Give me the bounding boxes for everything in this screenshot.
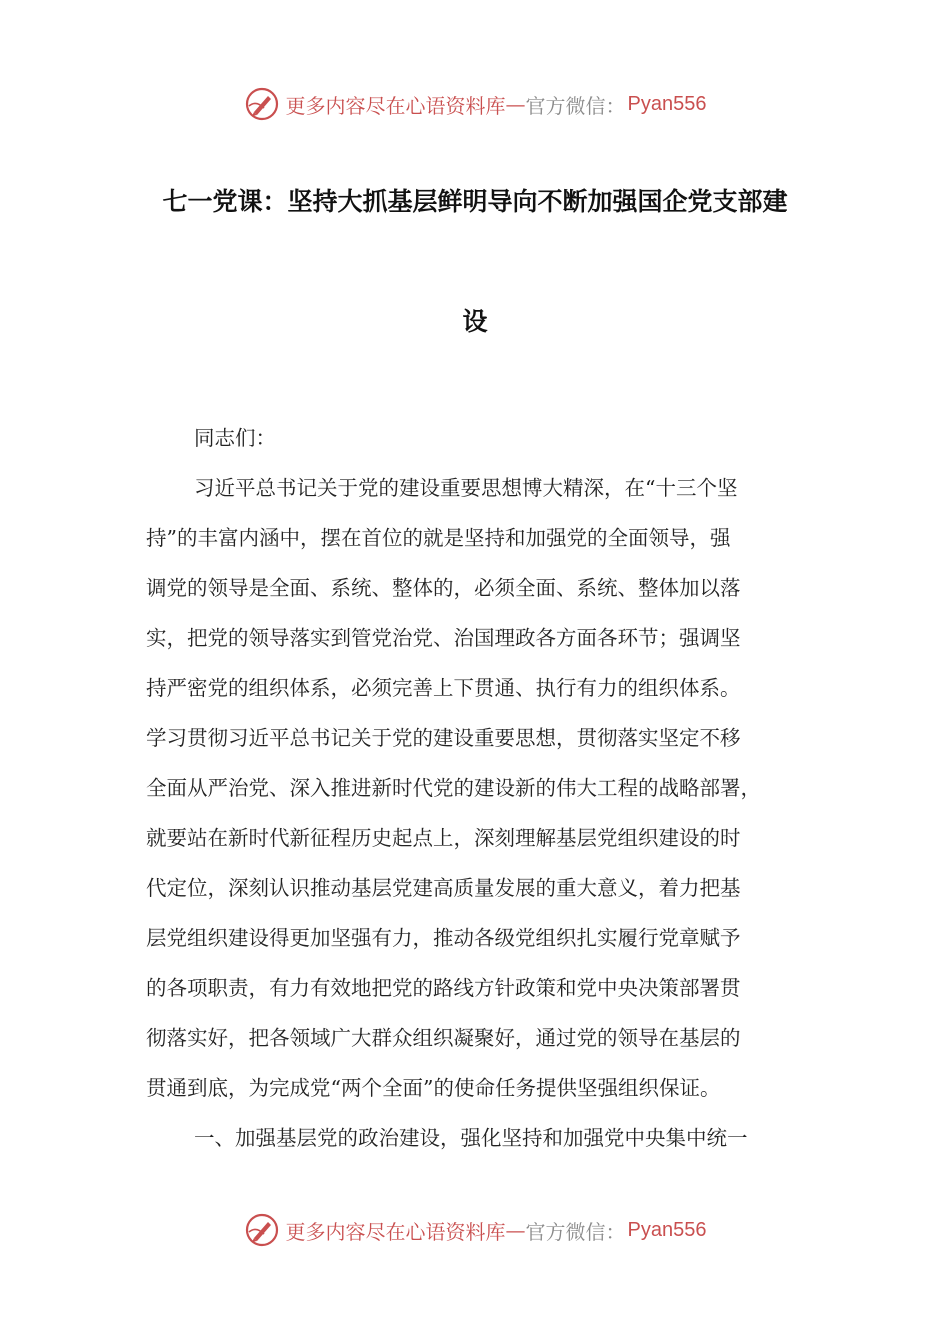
document-title-line2: 设	[462, 307, 488, 336]
document-title-line1: 七一党课：坚持大抓基层鲜明导向不断加强国企党支部建	[162, 187, 788, 216]
body-line: 全面从严治党、深入推进新时代党的建设新的伟大工程的战略部署，	[146, 776, 761, 800]
body-line: 持严密党的组织体系，必须完善上下贯通、执行有力的组织体系。	[146, 676, 741, 700]
watermark-dash: —	[505, 92, 526, 116]
body-line: 层党组织建设得更加坚强有力，推动各级党组织扎实履行党章赋予	[146, 926, 741, 950]
body-line: 持”的丰富内涵中，摆在首位的就是坚持和加强党的全面领导，强	[146, 526, 731, 550]
watermark-main-text: 更多内容尽在心语资料库	[285, 1219, 506, 1244]
watermark-dash: —	[505, 1218, 526, 1242]
body-line: 代定位，深刻认识推动基层党建高质量发展的重大意义，着力把基	[146, 876, 741, 900]
watermark-main-text: 更多内容尽在心语资料库	[285, 93, 506, 118]
section-heading-line: 一、加强基层党的政治建设，强化坚持和加强党中央集中统一	[194, 1126, 748, 1150]
pen-circle-logo-icon	[244, 86, 280, 122]
greeting: 同志们：	[194, 426, 276, 450]
watermark-wechat-id: Pyan556	[627, 1218, 707, 1241]
body-line: 实，把党的领导落实到管党治党、治国理政各方面各环节；强调坚	[146, 626, 741, 650]
body-line: 贯通到底，为完成党“两个全面”的使命任务提供坚强组织保证。	[146, 1076, 721, 1100]
body-line: 就要站在新时代新征程历史起点上，深刻理解基层党组织建设的时	[146, 826, 741, 850]
watermark-wechat-id: Pyan556	[627, 92, 707, 115]
watermark-official-label: 官方微信：	[525, 93, 626, 118]
body-line: 彻落实好，把各领域广大群众组织凝聚好，通过党的领导在基层的	[146, 1026, 741, 1050]
body-line: 的各项职责，有力有效地把党的路线方针政策和党中央决策部署贯	[146, 976, 741, 1000]
footer-watermark	[0, 1210, 950, 1250]
pen-circle-logo-icon	[244, 1212, 280, 1248]
body-line: 调党的领导是全面、系统、整体的，必须全面、系统、整体加以落	[146, 576, 741, 600]
body-line: 习近平总书记关于党的建设重要思想博大精深，在“十三个坚	[194, 476, 738, 500]
watermark-official-label: 官方微信：	[525, 1219, 626, 1244]
body-line: 学习贯彻习近平总书记关于党的建设重要思想，贯彻落实坚定不移	[146, 726, 741, 750]
header-watermark	[0, 84, 950, 124]
